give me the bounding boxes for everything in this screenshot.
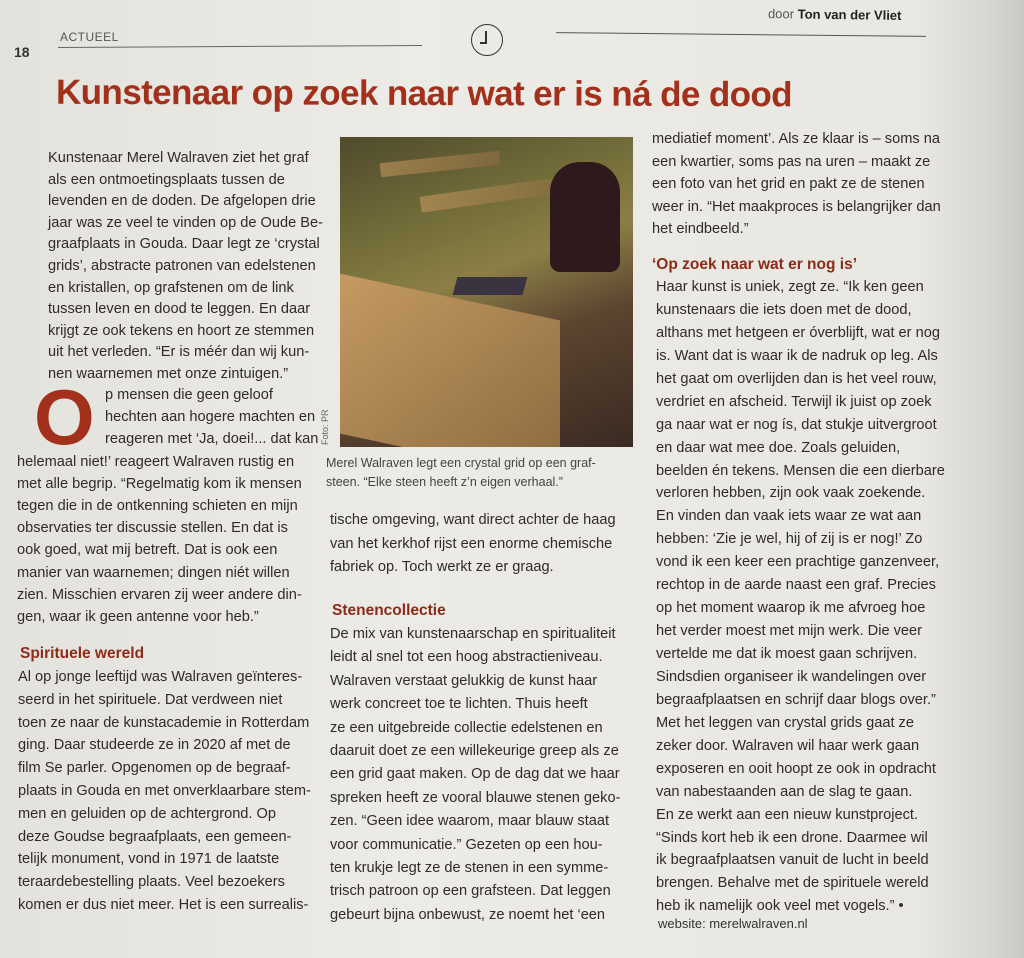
- heading-op-zoek: ‘Op zoek naar wat er nog is’: [652, 256, 857, 273]
- text-line: p mensen die geen geloof: [105, 387, 273, 403]
- text-line: verloren hebben, zijn ook vaak zoekende.: [656, 485, 926, 502]
- text-line: film Se parler. Opgenomen op de begraaf-: [18, 760, 291, 777]
- text-line: komen er dus niet meer. Het is een surrealis-: [18, 896, 309, 913]
- text-line: exposeren en ooit hoopt ze ook in opdracht: [656, 760, 936, 777]
- text-line: En ze werkt aan een nieuw kunstproject.: [656, 806, 919, 823]
- text-line: reageren met ‘Ja, doei!... dat kan: [105, 431, 319, 448]
- text-line: vertelde me dat ik moest gaan schrijven.: [656, 646, 918, 662]
- text-line: spreken heeft ze vooral blauwe stenen geko-: [330, 789, 621, 806]
- text-line: kunstenaars die iets doen met de dood,: [656, 301, 912, 318]
- photo-credit: Foto: PR: [320, 409, 330, 445]
- text-line: zen. “Geen idee waarom, maar blauw staat: [330, 813, 610, 830]
- text-line: uit het verleden. “Er is méér dan wij kun-: [48, 344, 310, 361]
- text-line: begraafplaatsen en schrijf daar blogs over.”: [656, 691, 936, 708]
- text-line: seerd in het spirituele. Dat verdween niet: [18, 691, 283, 708]
- text-line: althans met hetgeen er óverblijft, wat er nog: [656, 324, 940, 341]
- text-line: fabriek op. Toch werkt ze er graag.: [330, 559, 554, 575]
- text-line: een kwartier, soms pas na uren – maakt ze: [652, 153, 931, 170]
- text-line: tische omgeving, want direct achter de haag: [330, 512, 616, 528]
- text-line: trisch patroon op een grafsteen. Dat leggen: [330, 883, 611, 900]
- article-photo: [340, 137, 633, 447]
- text-line: levenden en de doden. De afgelopen drie: [48, 193, 316, 210]
- text-line: nen waarnemen met onze zintuigen.”: [48, 365, 289, 382]
- text-line: daaruit doet ze een willekeurige greep als ze: [330, 742, 619, 759]
- header-rule: [58, 45, 422, 48]
- text-line: jaar was ze veel te vinden op de Oude Be-: [48, 214, 324, 231]
- text-line: van nabestaanden aan de slag te gaan.: [656, 783, 913, 800]
- heading-stenencollectie: Stenencollectie: [332, 602, 446, 619]
- photo-caption: [326, 454, 596, 492]
- text-line: toen ze naar de kunstacademie in Rotterdam: [18, 714, 310, 731]
- person-figure: [550, 162, 620, 272]
- text-line: Walraven verstaat gelukkig de kunst haar: [330, 672, 598, 689]
- text-line: men en geluiden op de achtergrond. Op: [18, 805, 277, 822]
- text-line: En vinden dan vaak iets waar ze wat aan: [656, 508, 922, 525]
- text-line: heb ik namelijk ook veel met vogels.” •: [656, 898, 904, 915]
- text-line: is. Want dat is waar ik de nadruk op leg. Als: [656, 347, 938, 364]
- text-line: hebben: ‘Zie je wel, hij of zij is er nog!’ Zo: [656, 531, 923, 548]
- text-line: voor communicatie.” Gezeten op een hou-: [330, 836, 603, 853]
- text-line: Haar kunst is uniek, zegt ze. “Ik ken geen: [656, 279, 924, 295]
- text-line: observaties ter discussie stellen. En dat is: [17, 520, 288, 537]
- heading-spirituele-wereld: Spirituele wereld: [20, 645, 145, 662]
- text-line: een foto van het grid en pakt ze de stenen: [652, 176, 925, 193]
- author: Ton van der Vliet: [797, 6, 902, 23]
- text-line: op het moment waarop ik me afvroeg hoe: [656, 600, 926, 617]
- text-line: het verder moest met mijn werk. Die veer: [656, 623, 923, 640]
- section-3: [656, 276, 945, 918]
- text-line: werk concreet toe te lichten. Thuis heeft: [330, 696, 588, 713]
- text-line: ga naar wat er nog ís, dat stukje uitvergroot: [656, 416, 937, 433]
- text-line: graafplaats in Gouda. Daar legt ze ‘crystal: [48, 236, 320, 253]
- text-line: ik begraafplaatsen vanuit de lucht in beeld: [656, 852, 929, 869]
- text-line: steen. “Elke steen heeft z’n eigen verhaal.”: [326, 475, 563, 489]
- text-line: teraardebestelling plaats. Veel bezoekers: [18, 874, 285, 891]
- text-line: zeker door. Walraven wil haar werk gaan: [656, 737, 920, 754]
- text-line: tussen leven en dood te leggen. En daar: [48, 301, 311, 318]
- byline: [768, 6, 902, 23]
- text-line: ze een uitgebreide collectie edelstenen en: [330, 719, 603, 736]
- paragraph-1: [5, 384, 318, 628]
- text-line: Al op jonge leeftijd was Walraven geïnteres-: [18, 669, 303, 685]
- text-line: mediatief moment’. Als ze klaar is – soms na: [652, 131, 940, 147]
- drop-cap: O: [34, 373, 95, 461]
- text-line: De mix van kunstenaarschap en spiritualiteit: [330, 626, 616, 642]
- gravestone: [380, 151, 501, 177]
- section-1-continued: [330, 509, 616, 580]
- text-line: Kunstenaar Merel Walraven ziet het graf: [48, 150, 309, 166]
- text-line: met alle begrip. “Regelmatig kom ik mensen: [17, 475, 302, 492]
- gravestone: [340, 274, 560, 447]
- text-line: weer in. “Het maakproces is belangrijker dan: [652, 198, 941, 215]
- text-line: plaats in Gouda en met onverklaarbare stem-: [18, 782, 311, 799]
- text-line: krijgt ze ook tekens en hoort ze stemmen: [48, 322, 315, 339]
- text-line: deze Goudse begraafplaats, een gemeen-: [18, 828, 292, 845]
- text-line: manier van waarnemen; dingen niét willen: [17, 564, 290, 581]
- text-line: het gaat om overlijden dan is het veel rouw,: [656, 370, 937, 387]
- website-link[interactable]: website: merelwalraven.nl: [658, 916, 808, 931]
- stool: [453, 277, 528, 295]
- gravestone: [420, 177, 561, 212]
- text-line: rechtop in de aarde naast een graf. Precies: [656, 577, 936, 594]
- article-title: Kunstenaar op zoek naar wat er is ná de dood: [55, 72, 793, 115]
- text-line: brengen. Behalve met de spirituele wereld: [656, 875, 929, 892]
- text-line: Met het leggen van crystal grids gaat ze: [656, 714, 914, 731]
- text-line: en kristallen, op grafstenen om de link: [48, 279, 294, 296]
- text-line: verdriet en afscheid. Terwijl ik juist op zoek: [656, 393, 932, 410]
- section-2-continued: [652, 128, 941, 241]
- text-line: gebeurt bijna onbewust, ze noemt het ‘een: [330, 906, 606, 923]
- text-line: Merel Walraven legt een crystal grid op een graf-: [326, 456, 596, 470]
- text-line: ook goed, wat mij betreft. Dat is ook een: [17, 542, 278, 559]
- section-2: [330, 623, 620, 927]
- text-line: van het kerkhof rijst een enorme chemische: [330, 535, 613, 552]
- text-line: grids’, abstracte patronen van edelstenen: [48, 257, 316, 274]
- text-line: “Sinds kort heb ik een drone. Daarmee wil: [656, 829, 928, 846]
- text-line: hechten aan hogere machten en: [105, 409, 316, 426]
- text-line: vond ik een keer een prachtige ganzenveer,: [656, 554, 940, 571]
- text-line: zien. Misschien ervaren zij weer andere din-: [17, 586, 302, 603]
- text-line: Sindsdien organiseer ik wandelingen over: [656, 668, 927, 685]
- text-line: ging. Daar studeerde ze in 2020 af met de: [18, 737, 291, 754]
- text-line: helemaal niet!’ reageert Walraven rustig en: [17, 453, 295, 470]
- text-line: leidt al snel tot een hoog abstractieniveau.: [330, 649, 603, 666]
- text-line: en daar wat mee doe. Zoals geluiden,: [656, 439, 901, 456]
- byline-prefix: door: [767, 6, 795, 22]
- text-line: telijk monument, vond in 1971 de laatste: [18, 851, 280, 868]
- text-line: het eindbeeld.”: [652, 221, 749, 238]
- text-line: een grid gaat maken. Op de dag dat we haar: [330, 766, 620, 783]
- section-1: [18, 666, 311, 917]
- text-line: gen, waar ik geen antenne voor heb.”: [17, 608, 259, 625]
- section-label: ACTUEEL: [60, 30, 119, 44]
- page-number: 18: [14, 44, 30, 60]
- text-line: beelden én tekens. Mensen die een dierbare: [656, 462, 945, 479]
- intro: [48, 148, 323, 386]
- header-rule: [556, 32, 926, 37]
- text-line: als een ontmoetingsplaats tussen de: [48, 171, 285, 188]
- clock-icon: [471, 24, 503, 56]
- text-line: ten krukje legt ze de stenen in een symme-: [330, 859, 609, 876]
- text-line: tegen die in de ontkenning schieten en mijn: [17, 497, 298, 514]
